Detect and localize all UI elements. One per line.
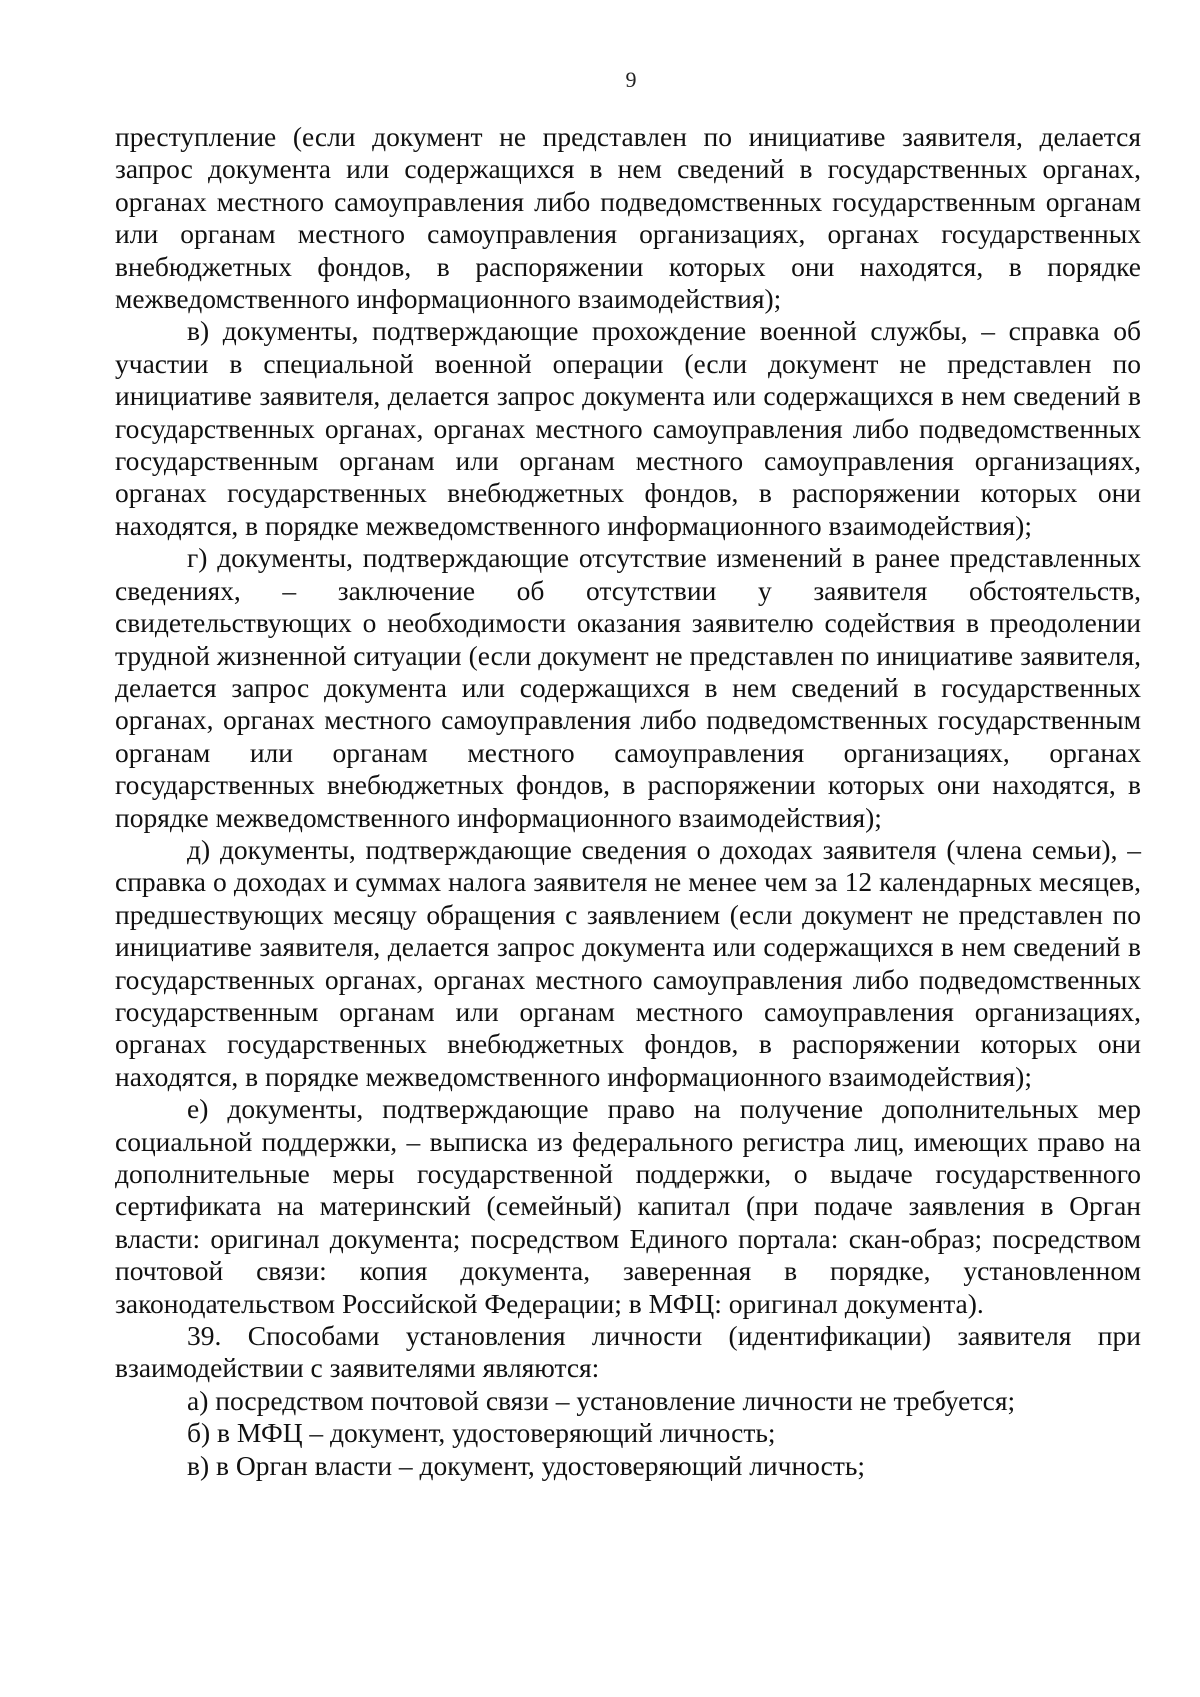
paragraph-continuation: преступление (если документ не представлен по инициативе заявителя, делается запрос документа или содержащихся в нем сведений в государственных органах, органах местного самоуправления либо подведомственных государственным органам или органам местного самоуправления организациях, органах государственных внебюджетных фондов, в распоряжении которых они находятся, в порядке межведомственного информационного взаимодействия); [115,121,1141,315]
page-number: 9 [625,67,637,92]
paragraph-item-v: в) документы, подтверждающие прохождение военной службы, – справка об участии в специальной военной операции (если документ не представлен по инициативе заявителя, делается запрос документа или содержащихся в нем сведений в государственных органах, органах местного самоуправления либо подведомственных государственным органам или органам местного самоуправления организациях, органах государственных внебюджетных фондов, в распоряжении которых они находятся, в порядке межведомственного информационного взаимодействия); [115,315,1141,541]
paragraph-item-d: д) документы, подтверждающие сведения о доходах заявителя (члена семьи), – справка о доходах и суммах налога заявителя не менее чем за 12 календарных месяцев, предшествующих месяцу обращения с заявлением (если документ не представлен по инициативе заявителя, делается запрос документа или содержащихся в нем сведений в государственных органах, органах местного самоуправления либо подведомственных государственным органам или органам местного самоуправления организациях, органах государственных внебюджетных фондов, в распоряжении которых они находятся, в порядке межведомственного информационного взаимодействия); [115,833,1141,1092]
paragraph-item-e: е) документы, подтверждающие право на получение дополнительных мер социальной поддержки, – выписка из федерального регистра лиц, имеющих право на дополнительные меры государственной поддержки, о выдаче государственного сертификата на материнский (семейный) капитал (при подаче заявления в Орган власти: оригинал документа; посредством Единого портала: скан-образ; посредством почтовой связи: копия документа, заверенная в порядке, установленном законодательством Российской Федерации; в МФЦ: оригинал документа). [115,1093,1141,1319]
paragraph-item-g: г) документы, подтверждающие отсутствие изменений в ранее представленных сведениях, – заключение об отсутствии у заявителя обстоятельств, свидетельствующих о необходимости оказания заявителю содействия в преодолении трудной жизненной ситуации (если документ не представлен по инициативе заявителя, делается запрос документа или содержащихся в нем сведений в государственных органах, органах местного самоуправления либо подведомственных государственным органам или органам местного самоуправления организациях, органах государственных внебюджетных фондов, в распоряжении которых они находятся, в порядке межведомственного информационного взаимодействия); [115,542,1141,833]
paragraph-39-b: б) в МФЦ – документ, удостоверяющий личность; [187,1417,776,1449]
paragraph-39: 39. Способами установления личности (идентификации) заявителя при взаимодействии с заявителями являются: [115,1320,1141,1384]
paragraph-39-v: в) в Орган власти – документ, удостоверяющий личность; [187,1449,866,1481]
paragraph-39-a: а) посредством почтовой связи – установление личности не требуется; [187,1384,1016,1416]
document-body [115,121,1141,1482]
